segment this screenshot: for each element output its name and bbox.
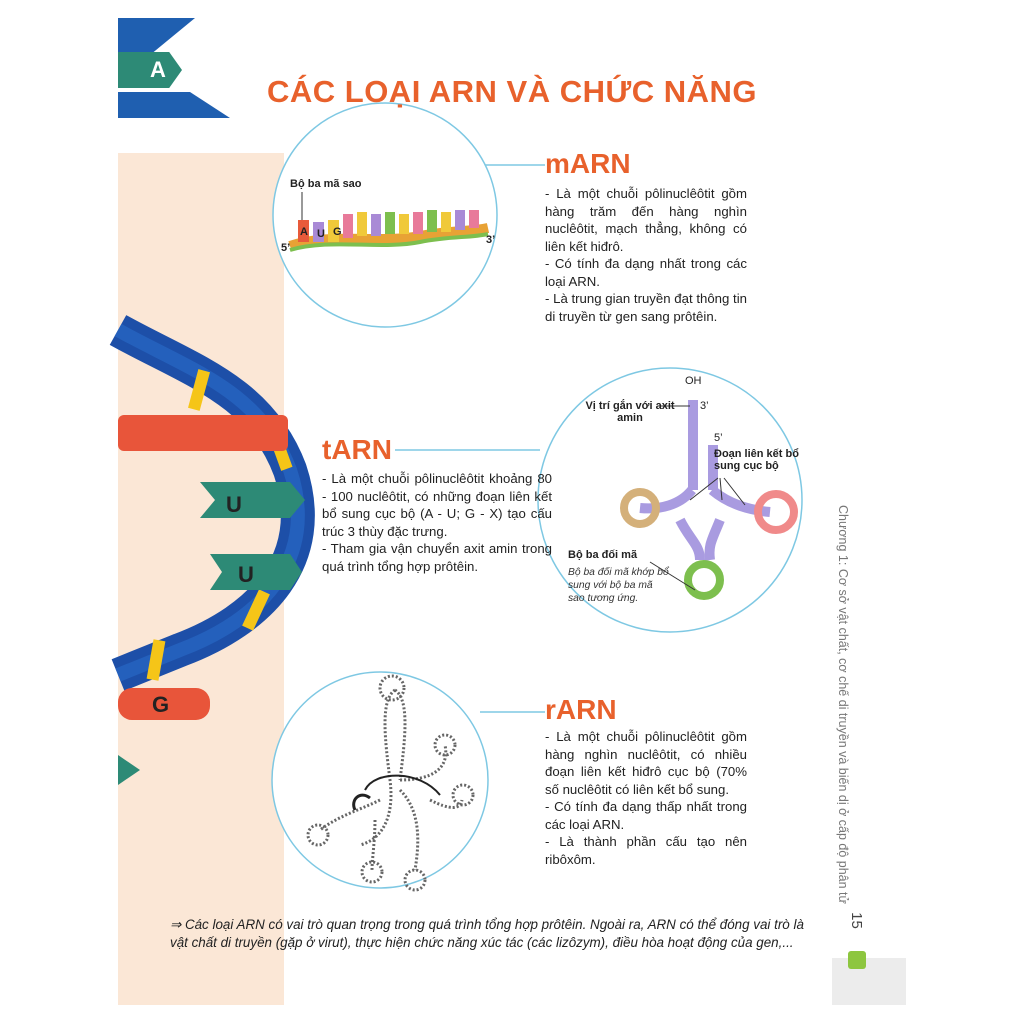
section-tab-letter: A [150,57,166,82]
trna-pairing-label: Đoạn liên kết bổ sung cục bộ [714,448,799,472]
mrna-3-end: 3’ [486,234,496,246]
trna-description [322,470,552,575]
mrna-codon-label: Bộ ba mã sao [290,178,362,190]
mrna-description [545,185,747,325]
chapter-side-label: Chương 1: Cơ sở vật chất, cơ chế di truyền và biến dị ở cấp độ phân tử [836,505,850,904]
base-tag-u1 [200,482,305,518]
trna-5-label: 5’ [714,432,723,444]
page-corner-box [832,958,906,1005]
page-number: 15 [847,912,865,929]
trna-oh-label: OH [685,375,702,387]
trna-heading: tARN [322,434,392,465]
rrna-line: - Có tính đa dạng thấp nhất trong các loại ARN. [545,799,747,832]
rrna-line: - Là thành phần cấu tạo nên ribôxôm. [545,834,747,867]
helix-base-orange [118,415,288,451]
trna-3-label: 3’ [700,400,709,412]
page-marker [848,951,866,969]
rrna-line: - Là một chuỗi pôlinuclêôtit gồm hàng nghìn nuclêôtit, có nhiều đoạn liên kết hiđrô cục bộ (70% số nuclêôtit có liên kết bổ sung. [545,729,747,797]
codon-u: U [317,228,325,240]
mrna-heading: mARN [545,148,631,179]
rrna-heading: rARN [545,694,617,725]
codon-g: G [333,226,342,238]
page-title: CÁC LOẠI ARN VÀ CHỨC NĂNG [266,74,757,109]
mrna-line: - Là trung gian truyền đạt thông tin di truyền từ gen sang prôtêin. [545,291,747,324]
mrna-line: - Là một chuỗi pôlinuclêôtit gồm hàng trăm đến hàng nghìn nuclêôtit, mạch thẳng, không có liên kết hiđrô. [545,186,747,254]
mrna-line: - Có tính đa dạng nhất trong các loại ARN. [545,256,747,289]
helix-letter-u2: U [238,562,254,587]
rrna-circle [272,672,488,888]
rrna-description [545,728,747,868]
helix-letter-u1: U [226,492,242,517]
trna-anticodon-label: Bộ ba đối mã [568,549,638,561]
trna-anticodon-note: Bộ ba đối mã khớp bổ sung với bộ ba mã sao tương ứng. [568,567,669,604]
helix-top-strand [118,18,195,55]
trna-line: - Tham gia vận chuyển axit amin trong quá trình tổng hợp prôtêin. [322,541,552,574]
trna-line: - Là một chuỗi pôlinuclêôtit khoảng 80 - 100 nuclêôtit, có những đoạn liên kết bổ sung cục bộ (A - U; G - X) tạo cấu trúc 3 thùy đặc trưng. [322,471,552,539]
mrna-5-end: 5’ [281,242,291,254]
summary-note: ⇒ Các loại ARN có vai trò quan trọng trong quá trình tổng hợp prôtêin. Ngoài ra, ARN có thể đóng vai trò là vật chất di truyền (gặp ở virut), thực hiện chức năng xúc tác (các lizôzym), điều hòa hoạt động của gen,... [170,917,804,950]
base-tag-u2 [210,554,302,590]
helix-letter-g: G [152,692,170,717]
trna-amino-site-label: Vị trí gắn với axit amin [585,400,675,424]
helix-arrow [118,755,140,785]
codon-a: A [300,226,308,238]
